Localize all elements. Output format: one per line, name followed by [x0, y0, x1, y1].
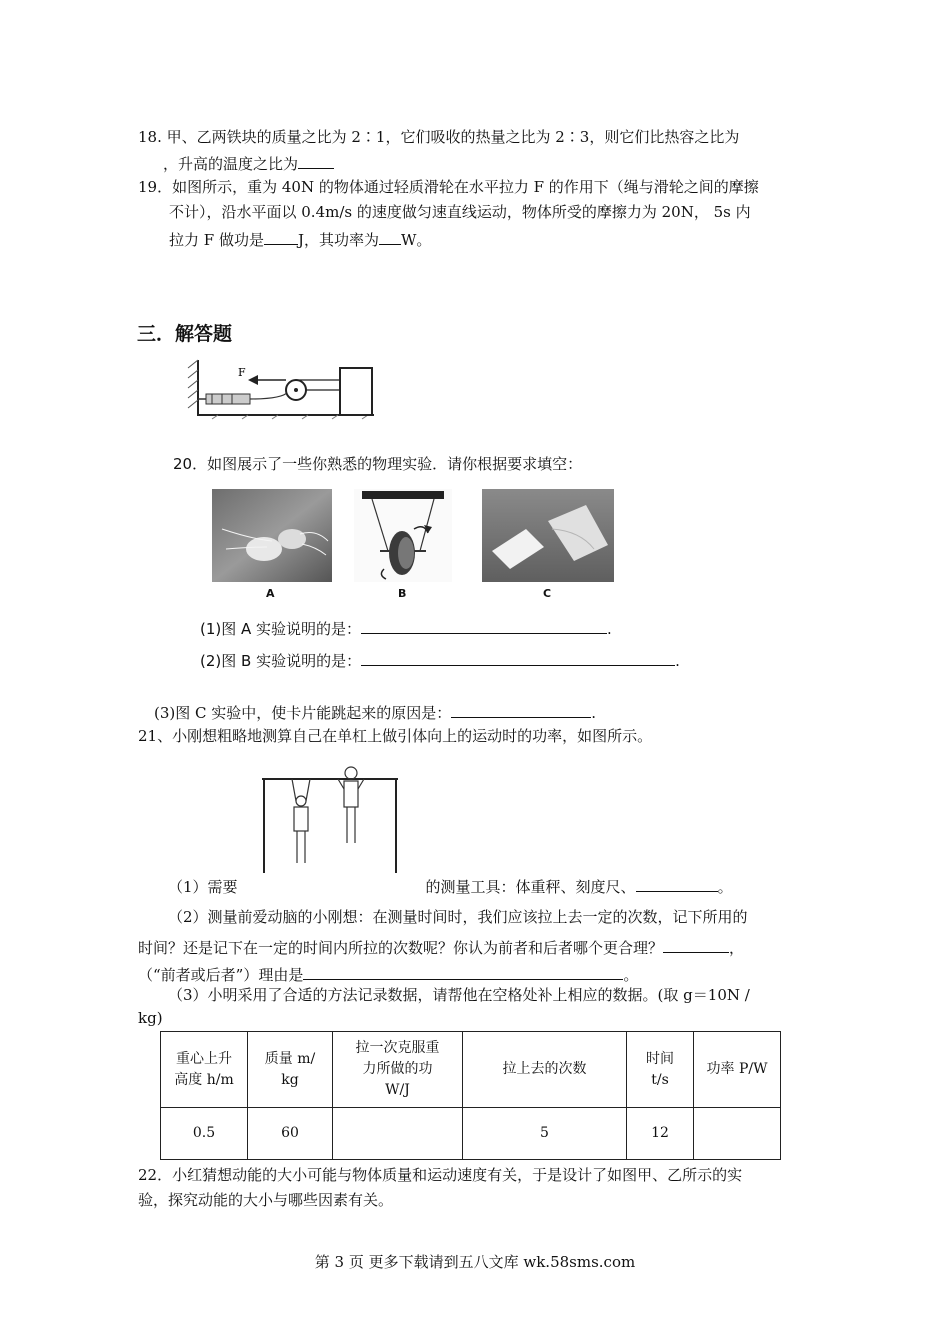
q20-sub2	[200, 649, 680, 671]
q21-p1-text-b: 的测量工具：体重秤、刻度尺、	[425, 878, 636, 896]
q20-sub3	[154, 701, 596, 723]
q19-line3-part-b: J，其功率为	[297, 231, 379, 249]
q21-p2b-text: 时间？还是记下在一定的时间内所拉的次数呢？你认为前者和后者哪个更合理？	[138, 939, 664, 957]
photo-c	[482, 489, 614, 582]
q20-sub3-period: .	[591, 704, 597, 722]
force-label: F	[238, 366, 246, 379]
q20-sub3-blank[interactable]	[451, 701, 591, 718]
table-header-row	[161, 1032, 781, 1108]
q20-sub2-blank[interactable]	[361, 649, 675, 666]
q20-sub2-period: .	[675, 652, 680, 670]
page-footer: 第 3 页 更多下载请到五八文库 wk.58sms.com	[314, 1253, 636, 1271]
q18-blank[interactable]	[298, 152, 334, 169]
q19-line1: 19．如图所示，重为 40N 的物体通过轻质滑轮在水平拉力 F 的作用下（绳与滑轮之间的摩擦	[138, 178, 759, 196]
q21-p2a: （2）测量前爱动脑的小刚想：在测量时间时，我们应该拉上去一定的次数，记下所用的	[168, 908, 748, 926]
table-cell-blank[interactable]	[694, 1108, 781, 1160]
q20-sub2-text: (2)图 B 实验说明的是：	[200, 652, 362, 670]
q21-p1	[168, 875, 733, 897]
q20-intro: 20．如图展示了一些你熟悉的物理实验．请你根据要求填空：	[173, 455, 583, 473]
q21-p3b: kg)	[138, 1009, 163, 1027]
q21-p2c	[138, 963, 638, 985]
q21-choice-blank[interactable]	[663, 936, 729, 953]
q20-sub1-period: .	[607, 620, 612, 638]
table-cell: 60	[248, 1108, 333, 1160]
q19-line2: 不计），沿水平面以 0.4m/s 的速度做匀速直线运动，物体所受的摩擦力为 20N， 5s 内	[169, 203, 751, 221]
header-cell: 拉上去的次数	[463, 1032, 627, 1108]
photo-b-label: B	[398, 587, 407, 600]
hand-left	[246, 537, 282, 561]
q19-line3-part-c: W。	[400, 231, 432, 249]
q18-line1: 18. 甲、乙两铁块的质量之比为 2∶1，它们吸收的热量之比为 2∶3，则它们比热容之比为	[138, 128, 740, 146]
q21-p1-text-c: 。	[717, 878, 733, 896]
q19-line3	[169, 228, 431, 250]
q21-p2b	[138, 936, 744, 958]
table-row	[161, 1108, 781, 1160]
header-cell: 时间 t/s	[627, 1032, 694, 1108]
pullup-figure	[262, 765, 402, 875]
q21-p2c-end: 。	[623, 966, 639, 984]
q18-line2-text: ，升高的温度之比为	[163, 155, 299, 173]
table-cell-blank[interactable]	[333, 1108, 463, 1160]
q19-work-blank[interactable]	[264, 228, 298, 245]
pulley-diagram	[182, 358, 378, 420]
table-cell: 12	[627, 1108, 694, 1160]
photo-a-label: A	[266, 587, 275, 600]
q20-sub1	[200, 617, 612, 639]
photo-a	[212, 489, 332, 582]
q21-p2c-text: （“前者或后者”）理由是	[138, 966, 304, 984]
q22-line1: 22．小红猜想动能的大小可能与物体质量和运动速度有关，于是设计了如图甲、乙所示的实	[138, 1166, 743, 1184]
q21-p1-blank[interactable]	[636, 875, 718, 892]
q20-sub3-text: (3)图 C 实验中，使卡片能跳起来的原因是：	[154, 704, 452, 722]
q21-reason-blank[interactable]	[303, 963, 623, 980]
header-cell: 拉一次克服重 力所做的功 W/J	[333, 1032, 463, 1108]
header-cell: 重心上升 高度 h/m	[161, 1032, 248, 1108]
spring-scale	[206, 394, 250, 404]
photo-b	[354, 489, 452, 582]
header-cell: 质量 m/ kg	[248, 1032, 333, 1108]
table-cell: 5	[463, 1108, 627, 1160]
block-object	[340, 368, 372, 415]
person-hanging	[292, 779, 310, 863]
q22-line2: 验，探究动能的大小与哪些因素有关。	[138, 1191, 394, 1209]
header-cell: 功率 P/W	[694, 1032, 781, 1108]
q20-sub1-text: (1)图 A 实验说明的是：	[200, 620, 362, 638]
hand-right	[278, 529, 306, 549]
photo-c-label: C	[543, 587, 552, 600]
table-cell: 0.5	[161, 1108, 248, 1160]
q21-p1-text-a: （1）需要	[168, 878, 238, 896]
data-table	[160, 1031, 781, 1160]
section-title: 三．解答题	[137, 323, 233, 345]
q21-intro: 21、小刚想粗略地测算自己在单杠上做引体向上的运动时的功率，如图所示。	[138, 727, 653, 745]
q19-line3-part-a: 拉力 F 做功是	[169, 231, 264, 249]
q20-sub1-blank[interactable]	[361, 617, 607, 634]
q21-p3a: （3）小明采用了合适的方法记录数据，请帮他在空格处补上相应的数据。(取 g＝10N /	[168, 986, 750, 1004]
wall-hatch	[188, 360, 198, 408]
q18-line2	[163, 152, 334, 174]
q19-power-blank[interactable]	[379, 228, 401, 245]
q21-p2b-end: ，	[729, 939, 745, 957]
